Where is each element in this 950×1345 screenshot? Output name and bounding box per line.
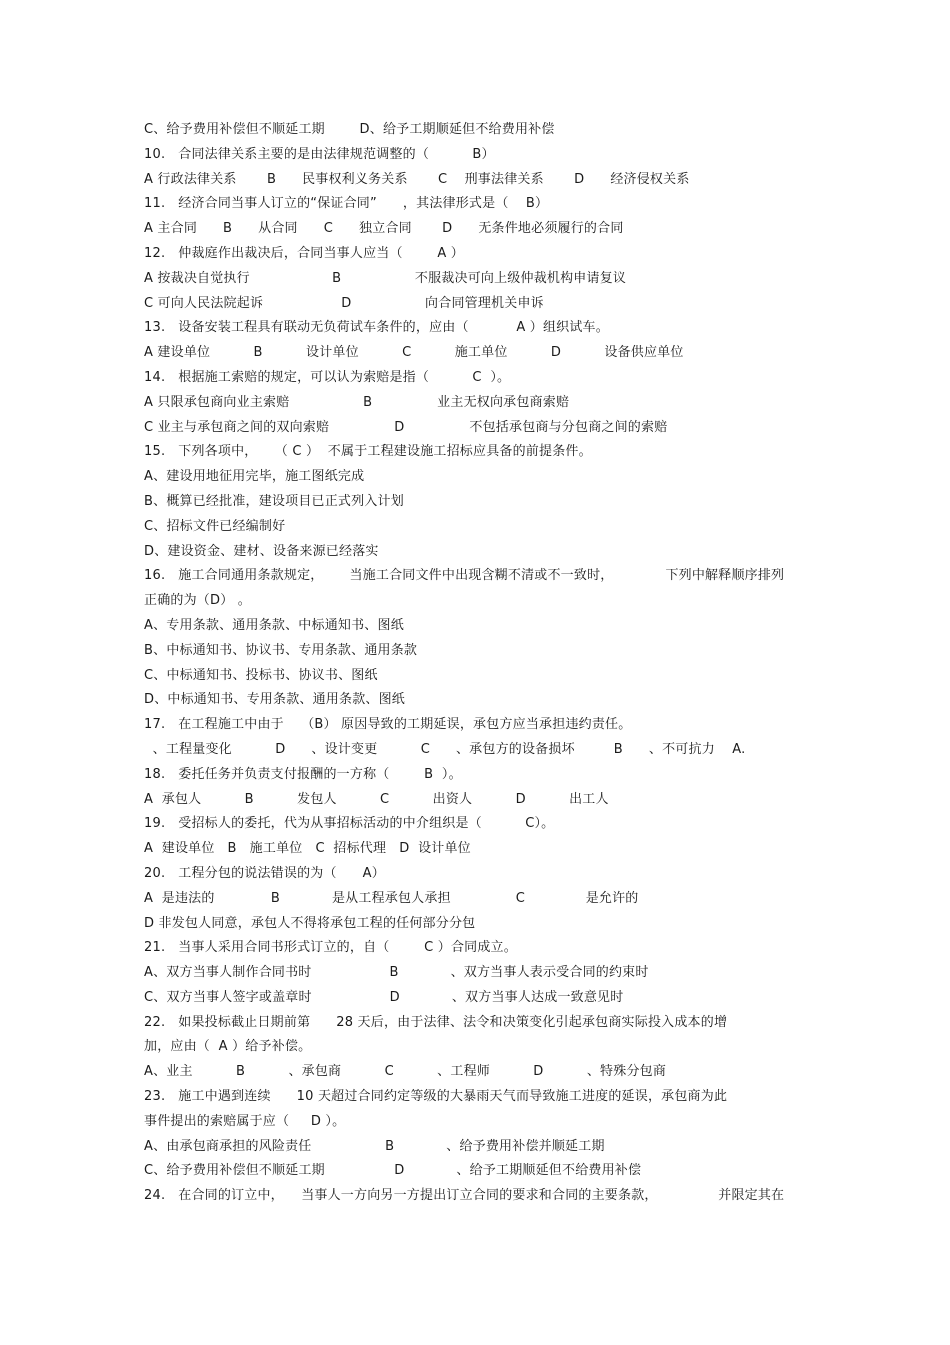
text-line: 、工程量变化 D 、设计变更 C 、承包方的设备损坏 B 、不可抗力 A. (144, 741, 746, 757)
text-line: D 非发包人同意，承包人不得将承包工程的任何部分分包 (144, 915, 476, 931)
text-line: 22. 如果投标截止日期前第 28 天后，由于法律、法令和决策变化引起承包商实际投入成本的增 (144, 1014, 728, 1030)
text-line: 10. 合同法律关系主要的是由法律规范调整的（ B） (144, 146, 495, 162)
text-line: 19. 受招标人的委托，代为从事招标活动的中介组织是（ C）。 (144, 816, 555, 832)
text-line: C、给予费用补偿但不顺延工期 D、给予工期顺延但不给费用补偿 (144, 122, 555, 137)
text-line: B、概算已经批准，建设项目已正式列入计划 (144, 493, 404, 509)
text-line: 正确的为（D） 。 (144, 593, 251, 609)
text-line: 21. 当事人采用合同书形式订立的，自（ C ）合同成立。 (144, 940, 517, 956)
text-line: A 按裁决自觉执行 B 不服裁决可向上级仲裁机构申请复议 (144, 270, 627, 286)
text-line: 23. 施工中遇到连续 10 天超过合同约定等级的大暴雨天气而导致施工进度的延误，承包商为此 (144, 1089, 728, 1105)
text-line: A、建设用地征用完毕，施工图纸完成 (144, 469, 365, 485)
text-line: A、双方当事人制作合同书时 B 、双方当事人表示受合同的约束时 (144, 965, 649, 981)
text-line: B、中标通知书、协议书、专用条款、通用条款 (144, 642, 418, 658)
text-line: A 只限承包商向业主索赔 B 业主无权向承包商索赔 (144, 394, 570, 410)
text-line: C、双方当事人签字或盖章时 D 、双方当事人达成一致意见时 (144, 989, 624, 1005)
text-line: A 行政法律关系 B 民事权利义务关系 C 刑事法律关系 D 经济侵权关系 (144, 171, 690, 187)
text-line: A、业主 B 、承包商 C 、工程师 D 、特殊分包商 (144, 1064, 667, 1080)
text-line: 加，应由（ A ）给予补偿。 (144, 1039, 312, 1055)
text-line: 16. 施工合同通用条款规定， 当施工合同文件中出现含糊不清或不一致时， 下列中解释顺序排列 (144, 568, 785, 584)
text-line: D、中标通知书、专用条款、通用条款、图纸 (144, 692, 406, 708)
document-body (144, 118, 824, 1209)
text-line: 13. 设备安装工程具有联动无负荷试车条件的，应由（ A ）组织试车。 (144, 320, 609, 336)
text-line: 11. 经济合同当事人订立的“保证合同” ，其法律形式是（ B） (144, 196, 549, 212)
text-line: A、由承包商承担的风险责任 B 、给予费用补偿并顺延工期 (144, 1138, 605, 1154)
text-line: 15. 下列各项中， （ C ） 不属于工程建设施工招标应具备的前提条件。 (144, 444, 592, 460)
text-line: C、中标通知书、投标书、协议书、图纸 (144, 667, 378, 683)
text-line: 事件提出的索赔属于应（ D ）。 (144, 1113, 346, 1129)
text-line: 17. 在工程施工中由于 （B） 原因导致的工期延误，承包方应当承担违约责任。 (144, 717, 632, 733)
text-line: 14. 根据施工索赔的规定，可以认为索赔是指（ C ）。 (144, 369, 511, 385)
text-line: A、专用条款、通用条款、中标通知书、图纸 (144, 617, 404, 633)
text-line: 18. 委托任务并负责支付报酬的一方称（ B ）。 (144, 766, 462, 782)
text-line: C、给予费用补偿但不顺延工期 D 、给予工期顺延但不给费用补偿 (144, 1163, 642, 1179)
text-line: A 建设单位 B 施工单位 C 招标代理 D 设计单位 (144, 841, 471, 857)
text-line: A 是违法的 B 是从工程承包人承担 C 是允许的 (144, 890, 639, 906)
text-line: 20. 工程分包的说法错误的为（ A） (144, 865, 385, 881)
text-line: A 建设单位 B 设计单位 C 施工单位 D 设备供应单位 (144, 345, 684, 361)
text-line: C 业主与承包商之间的双向索赔 D 不包括承包商与分包商之间的索赔 (144, 419, 668, 435)
text-line: D、建设资金、建材、设备来源已经落实 (144, 543, 379, 559)
text-line: C 可向人民法院起诉 D 向合同管理机关申诉 (144, 295, 544, 311)
text-line: C、招标文件已经编制好 (144, 518, 286, 534)
text-line: A 主合同 B 从合同 C 独立合同 D 无条件地必须履行的合同 (144, 221, 624, 237)
text-line: A 承包人 B 发包人 C 出资人 D 出工人 (144, 791, 609, 807)
text-line: 12. 仲裁庭作出裁决后，合同当事人应当（ A ） (144, 245, 464, 261)
text-line: 24. 在合同的订立中， 当事人一方向另一方提出订立合同的要求和合同的主要条款， 并限定其在 (144, 1188, 785, 1204)
